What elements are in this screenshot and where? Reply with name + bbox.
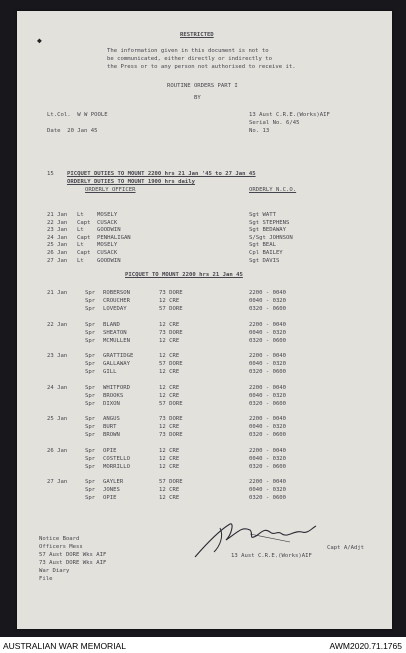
picquet-unit: 12 CRE [159,384,180,391]
orderly-date: 27 Jan [47,257,68,264]
orderly-date: 23 Jan [47,227,68,234]
picquet-name: GAYLER [103,479,124,485]
orderly-rank: Capt [77,250,91,256]
picquet-time: 0040 - 0320 [249,424,287,430]
picquet-time: 0040 - 0320 [249,329,287,336]
picquet-name: OPIE [103,495,117,501]
orderly-date: 22 Jan [47,219,68,226]
picquet-time: 2200 - 0040 [249,416,287,422]
orderly-nco: Sgt WATT [249,212,276,218]
distribution-item: 73 Aust DORE Wks AIF [39,560,107,566]
picquet-rank: Spr [85,424,96,430]
picquet-name: MORRILLO [103,463,130,470]
orderly-rank: Lt [77,242,84,249]
picquet-unit: 57 DORE [159,479,183,485]
picquet-unit: 73 DORE [159,290,183,296]
picquet-rank: Spr [85,337,96,344]
picquet-time: 0320 - 0600 [249,337,287,344]
orderly-rank: Capt [77,234,91,241]
picquet-unit: 73 DORE [159,329,183,336]
picquet-rank: Spr [85,400,96,407]
picquet-rank: Spr [85,329,96,336]
orderly-rank: Capt [77,219,91,226]
picquet-unit: 12 CRE [159,321,180,328]
picquet-unit: 12 CRE [159,337,180,344]
distribution-item: File [39,576,53,582]
picquet-rank: Spr [85,290,96,296]
picquet-date: 25 Jan [47,416,68,422]
orderly-nco: S/Sgt JOHNSON [249,234,293,241]
picquet-unit: 12 CRE [159,463,180,470]
picquet-unit: 12 CRE [159,392,180,399]
picquet-date: 27 Jan [47,479,68,485]
section-title-orderly: ORDERLY DUTIES TO MOUNT 1900 hrs daily [67,179,195,185]
picquet-name: JONES [103,487,120,493]
picquet-name: GILL [103,369,117,375]
distribution-item: War Diary [39,568,70,574]
picquet-rank: Spr [85,495,96,501]
picquet-time: 0320 - 0600 [249,463,287,470]
section-title-picquet: PICQUET DUTIES TO MOUNT 2200 hrs 21 Jan '45 to 27 Jan 45 [67,171,256,177]
picquet-time: 2200 - 0040 [249,479,287,485]
notice-line-2: be communicated, either directly or indirectly to [107,56,273,62]
orderly-name: CUSACK [97,219,118,226]
distribution-item: Notice Board [39,536,80,542]
picquet-rank: Spr [85,392,96,399]
picquet-name: COSTELLO [103,455,130,462]
picquet-unit: 57 DORE [159,361,183,367]
picquet-date: 21 Jan [47,290,68,296]
orderly-nco-header: ORDERLY N.C.O. [249,187,297,193]
picquet-rank: Spr [85,479,96,485]
orderly-rank: Lt [77,257,84,264]
picquet-rank: Spr [85,487,96,493]
picquet-unit: 12 CRE [159,455,180,462]
picquet-rank: Spr [85,321,96,328]
picquet-date: 23 Jan [47,353,68,359]
picquet-name: DIXON [103,400,120,407]
picquet-time: 0040 - 0320 [249,392,287,399]
picquet-time: 2200 - 0040 [249,290,287,296]
orderly-date: 25 Jan [47,242,68,249]
orderly-name: MOSELY [97,242,118,249]
section-number: 15 [47,171,54,177]
orderly-date: 24 Jan [47,234,68,241]
signoff-role: Capt A/Adjt [327,545,365,551]
picquet-time: 2200 - 0040 [249,384,287,391]
picquet-name: ROBERSON [103,290,130,296]
picquet-time: 0320 - 0600 [249,400,287,407]
orderly-name: GOODWIN [97,257,121,264]
picquet-time: 0320 - 0600 [249,432,287,438]
picquet-time: 0320 - 0600 [249,495,287,501]
picquet-name: SHEATON [103,329,127,336]
picquet-rank: Spr [85,384,96,391]
picquet-unit: 12 CRE [159,298,180,304]
picquet-time: 2200 - 0040 [249,353,287,359]
picquet-unit: 12 CRE [159,424,180,430]
picquet-rank: Spr [85,298,96,304]
picquet-rank: Spr [85,361,96,367]
signoff-unit: 13 Aust C.R.E.(Works)AIF [231,553,312,559]
picquet-time: 2200 - 0040 [249,321,287,328]
order-date: Date 20 Jan 45 [47,128,98,134]
notice-line-1: The information given in this document is not to [107,48,269,54]
by-label: BY [194,95,201,101]
picquet-name: LOVEDAY [103,306,127,312]
picquet-time: 0320 - 0600 [249,369,287,375]
picquet-name: BLAND [103,321,120,328]
picquet-unit: 57 DORE [159,400,183,407]
orderly-nco: Sgt STEPHENS [249,219,290,226]
picquet-time: 2200 - 0040 [249,447,287,454]
picquet-name: OPIE [103,447,117,454]
picquet-date: 26 Jan [47,447,68,454]
picquet-name: CROUCHER [103,298,130,304]
picquet-name: GALLAWAY [103,361,130,367]
footer-bar [0,637,406,653]
footer-accession-number: AWM2020.71.1765 [329,641,402,651]
picquet-date: 24 Jan [47,384,68,391]
picquet-unit: 12 CRE [159,495,180,501]
picquet-unit: 12 CRE [159,369,180,375]
order-number: No. 13 [249,128,270,134]
orderly-rank: Lt [77,227,84,234]
handwritten-signature [190,512,320,562]
issuing-officer: Lt.Col. W W POOLE [47,112,108,118]
picquet-unit: 12 CRE [159,353,180,359]
footer-source: AUSTRALIAN WAR MEMORIAL [3,641,126,651]
orderly-nco: Cpl BAILEY [249,250,283,256]
document-title: ROUTINE ORDERS PART I [167,83,238,89]
orderly-nco: Sgt DAVIS [249,257,280,264]
picquet-time: 0320 - 0600 [249,306,287,312]
picquet-date: 22 Jan [47,321,68,328]
orderly-officer-header: ORDERLY OFFICER [85,187,136,193]
notice-line-3: the Press or to any person not authorised to receive it. [107,64,296,70]
orderly-nco: Sgt BEAL [249,242,276,249]
picquet-rank: Spr [85,447,96,454]
picquet-name: MCMULLEN [103,337,130,344]
picquet-unit: 73 DORE [159,432,183,438]
picquet-name: GRATTIDGE [103,353,134,359]
picquet-rank: Spr [85,416,96,422]
orderly-name: PENHALIGAN [97,234,131,241]
distribution-item: 57 Aust DORE Wks AIF [39,552,107,558]
restricted-label: RESTRICTED [180,32,214,38]
picquet-rank: Spr [85,353,96,359]
picquet-rank: Spr [85,432,96,438]
picquet-unit: 57 DORE [159,306,183,312]
picquet-time: 0040 - 0320 [249,298,287,304]
picquet-rank: Spr [85,306,96,312]
picquet-rank: Spr [85,455,96,462]
hole-punch-mark: ◆ [37,36,42,45]
serial-number: Serial No. 6/45 [249,120,300,126]
picquet-name: BURT [103,424,117,430]
picquet-unit: 73 DORE [159,416,183,422]
picquet-name: BROWN [103,432,120,438]
picquet-unit: 12 CRE [159,447,180,454]
orderly-name: GOODWIN [97,227,121,234]
orderly-date: 26 Jan [47,250,68,256]
picquet-time: 0040 - 0320 [249,455,287,462]
orderly-name: CUSACK [97,250,118,256]
issuing-unit: 13 Aust C.R.E.(Works)AIF [249,112,330,118]
picquet-time: 0040 - 0320 [249,487,287,493]
picquet-time: 0040 - 0320 [249,361,287,367]
picquet-unit: 12 CRE [159,487,180,493]
picquet-name: WHITFORD [103,384,130,391]
distribution-item: Officers Mess [39,544,83,550]
picquet-name: BROOKS [103,392,124,399]
orderly-rank: Lt [77,212,84,218]
orderly-name: MOSELY [97,212,118,218]
picquet-title: PICQUET TO MOUNT 2200 hrs 21 Jan 45 [125,272,243,278]
picquet-rank: Spr [85,369,96,375]
picquet-rank: Spr [85,463,96,470]
picquet-name: ANGUS [103,416,120,422]
orderly-date: 21 Jan [47,212,68,218]
orderly-nco: Sgt BEDAWAY [249,227,287,234]
